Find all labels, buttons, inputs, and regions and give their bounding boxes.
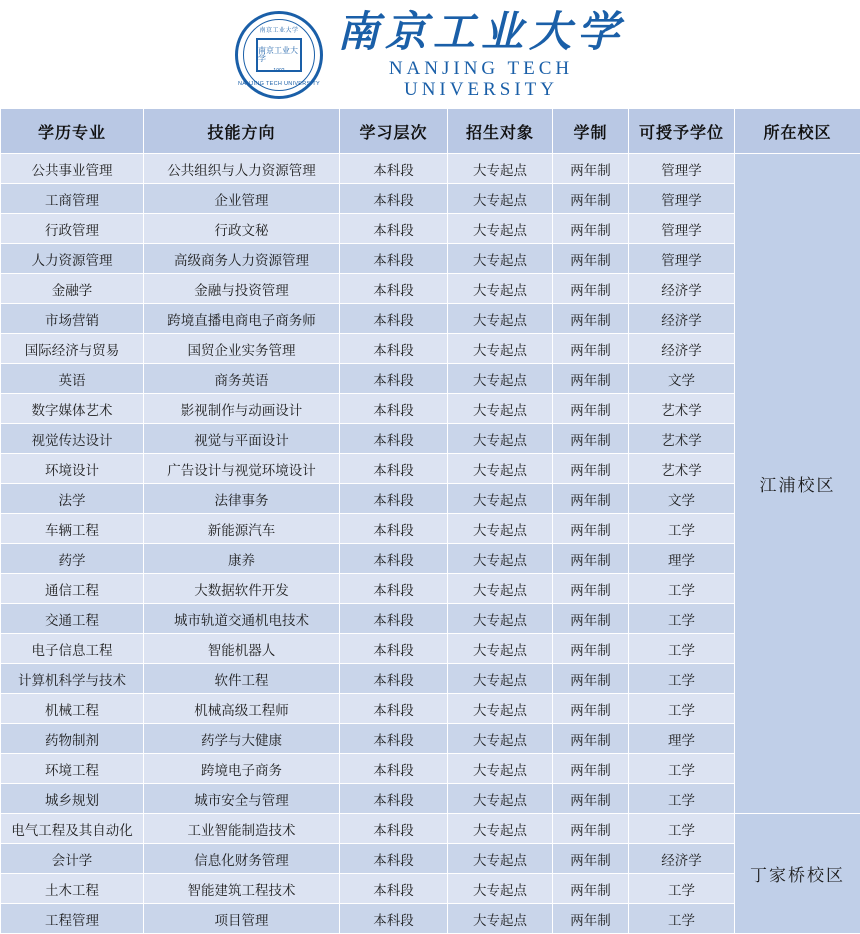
cell-degree: 文学 (629, 484, 735, 514)
cell-level: 本科段 (340, 454, 448, 484)
cell-target: 大专起点 (448, 184, 553, 214)
cell-level: 本科段 (340, 184, 448, 214)
cell-level: 本科段 (340, 694, 448, 724)
cell-skill: 信息化财务管理 (144, 844, 340, 874)
cell-degree: 工学 (629, 574, 735, 604)
cell-system: 两年制 (553, 424, 629, 454)
table-row (1, 574, 860, 604)
cell-target: 大专起点 (448, 454, 553, 484)
cell-skill: 高级商务人力资源管理 (144, 244, 340, 274)
cell-target: 大专起点 (448, 664, 553, 694)
cell-level: 本科段 (340, 274, 448, 304)
table-row (1, 304, 860, 334)
cell-major: 会计学 (1, 844, 144, 874)
cell-major: 行政管理 (1, 214, 144, 244)
table-row (1, 664, 860, 694)
cell-target: 大专起点 (448, 904, 553, 934)
cell-target: 大专起点 (448, 754, 553, 784)
cell-major: 英语 (1, 364, 144, 394)
cell-system: 两年制 (553, 334, 629, 364)
cell-degree: 艺术学 (629, 424, 735, 454)
cell-degree: 经济学 (629, 274, 735, 304)
cell-skill: 机械高级工程师 (144, 694, 340, 724)
cell-system: 两年制 (553, 814, 629, 844)
cell-level: 本科段 (340, 664, 448, 694)
cell-degree: 经济学 (629, 304, 735, 334)
cell-major: 工商管理 (1, 184, 144, 214)
cell-system: 两年制 (553, 484, 629, 514)
cell-major: 数字媒体艺术 (1, 394, 144, 424)
cell-system: 两年制 (553, 544, 629, 574)
cell-level: 本科段 (340, 574, 448, 604)
cell-major: 法学 (1, 484, 144, 514)
cell-skill: 广告设计与视觉环境设计 (144, 454, 340, 484)
cell-level: 本科段 (340, 244, 448, 274)
cell-system: 两年制 (553, 154, 629, 184)
table-row (1, 844, 860, 874)
cell-major: 城乡规划 (1, 784, 144, 814)
cell-system: 两年制 (553, 634, 629, 664)
cell-skill: 康养 (144, 544, 340, 574)
cell-major: 机械工程 (1, 694, 144, 724)
cell-target: 大专起点 (448, 604, 553, 634)
cell-major: 人力资源管理 (1, 244, 144, 274)
cell-degree: 管理学 (629, 214, 735, 244)
cell-system: 两年制 (553, 394, 629, 424)
cell-target: 大专起点 (448, 514, 553, 544)
cell-target: 大专起点 (448, 874, 553, 904)
cell-major: 工程管理 (1, 904, 144, 934)
cell-major: 药学 (1, 544, 144, 574)
cell-degree: 工学 (629, 814, 735, 844)
cell-skill: 企业管理 (144, 184, 340, 214)
cell-level: 本科段 (340, 754, 448, 784)
cell-level: 本科段 (340, 544, 448, 574)
cell-system: 两年制 (553, 304, 629, 334)
cell-major: 国际经济与贸易 (1, 334, 144, 364)
table-row (1, 184, 860, 214)
cell-major: 交通工程 (1, 604, 144, 634)
cell-system: 两年制 (553, 874, 629, 904)
cell-major: 金融学 (1, 274, 144, 304)
cell-degree: 艺术学 (629, 394, 735, 424)
cell-skill: 智能机器人 (144, 634, 340, 664)
cell-system: 两年制 (553, 514, 629, 544)
cell-target: 大专起点 (448, 784, 553, 814)
cell-level: 本科段 (340, 904, 448, 934)
cell-system: 两年制 (553, 244, 629, 274)
cell-system: 两年制 (553, 574, 629, 604)
seal-year-text: 1902 (238, 68, 320, 74)
cell-system: 两年制 (553, 184, 629, 214)
seal-core-text: 南京工业大学 (256, 38, 302, 72)
cell-system: 两年制 (553, 724, 629, 754)
cell-skill: 商务英语 (144, 364, 340, 394)
column-header-major: 学历专业 (1, 109, 144, 154)
cell-level: 本科段 (340, 334, 448, 364)
cell-system: 两年制 (553, 664, 629, 694)
table-row (1, 274, 860, 304)
cell-degree: 管理学 (629, 244, 735, 274)
university-name-en-line1: NANJING TECH (389, 59, 573, 78)
cell-target: 大专起点 (448, 154, 553, 184)
cell-skill: 行政文秘 (144, 214, 340, 244)
cell-system: 两年制 (553, 694, 629, 724)
cell-level: 本科段 (340, 784, 448, 814)
cell-degree: 工学 (629, 634, 735, 664)
cell-skill: 金融与投资管理 (144, 274, 340, 304)
cell-level: 本科段 (340, 424, 448, 454)
cell-degree: 工学 (629, 514, 735, 544)
table-row (1, 544, 860, 574)
cell-level: 本科段 (340, 874, 448, 904)
table-row (1, 724, 860, 754)
seal-bottom-text: NANJING TECH UNIVERSITY (238, 81, 320, 87)
table-row (1, 754, 860, 784)
cell-skill: 智能建筑工程技术 (144, 874, 340, 904)
cell-target: 大专起点 (448, 214, 553, 244)
cell-degree: 工学 (629, 784, 735, 814)
table-row (1, 814, 860, 844)
cell-target: 大专起点 (448, 364, 553, 394)
table-header-row (1, 109, 860, 154)
table-row (1, 364, 860, 394)
table-row (1, 874, 860, 904)
cell-major: 电气工程及其自动化 (1, 814, 144, 844)
table-row (1, 334, 860, 364)
cell-skill: 公共组织与人力资源管理 (144, 154, 340, 184)
cell-target: 大专起点 (448, 694, 553, 724)
cell-degree: 经济学 (629, 334, 735, 364)
table-row (1, 514, 860, 544)
cell-level: 本科段 (340, 814, 448, 844)
cell-target: 大专起点 (448, 634, 553, 664)
cell-target: 大专起点 (448, 244, 553, 274)
cell-level: 本科段 (340, 724, 448, 754)
cell-skill: 软件工程 (144, 664, 340, 694)
cell-campus: 江浦校区 (735, 154, 860, 814)
cell-system: 两年制 (553, 214, 629, 244)
cell-degree: 艺术学 (629, 454, 735, 484)
university-name-cn: 南京工业大学 (337, 11, 625, 53)
seal-top-text: 南京工业大学 (238, 25, 320, 34)
cell-major: 环境设计 (1, 454, 144, 484)
table-header (1, 109, 860, 154)
table-row (1, 454, 860, 484)
cell-target: 大专起点 (448, 304, 553, 334)
cell-system: 两年制 (553, 784, 629, 814)
cell-skill: 视觉与平面设计 (144, 424, 340, 454)
cell-target: 大专起点 (448, 844, 553, 874)
cell-major: 计算机科学与技术 (1, 664, 144, 694)
cell-major: 市场营销 (1, 304, 144, 334)
cell-level: 本科段 (340, 484, 448, 514)
cell-level: 本科段 (340, 514, 448, 544)
cell-level: 本科段 (340, 634, 448, 664)
cell-system: 两年制 (553, 364, 629, 394)
cell-level: 本科段 (340, 364, 448, 394)
cell-degree: 工学 (629, 664, 735, 694)
cell-target: 大专起点 (448, 394, 553, 424)
university-logo-header (0, 0, 860, 108)
cell-skill: 国贸企业实务管理 (144, 334, 340, 364)
column-header-degree: 可授予学位 (629, 109, 735, 154)
cell-degree: 理学 (629, 544, 735, 574)
cell-level: 本科段 (340, 604, 448, 634)
cell-degree: 工学 (629, 904, 735, 934)
cell-degree: 工学 (629, 604, 735, 634)
cell-target: 大专起点 (448, 334, 553, 364)
table-row (1, 784, 860, 814)
cell-system: 两年制 (553, 274, 629, 304)
column-header-skill: 技能方向 (144, 109, 340, 154)
column-header-target: 招生对象 (448, 109, 553, 154)
cell-target: 大专起点 (448, 484, 553, 514)
cell-major: 通信工程 (1, 574, 144, 604)
cell-skill: 工业智能制造技术 (144, 814, 340, 844)
cell-campus: 丁家桥校区 (735, 814, 860, 934)
cell-skill: 跨境电子商务 (144, 754, 340, 784)
cell-major: 药物制剂 (1, 724, 144, 754)
cell-system: 两年制 (553, 604, 629, 634)
cell-major: 视觉传达设计 (1, 424, 144, 454)
cell-major: 电子信息工程 (1, 634, 144, 664)
table-body (1, 154, 860, 934)
university-seal-icon (235, 11, 323, 99)
cell-level: 本科段 (340, 214, 448, 244)
cell-skill: 跨境直播电商电子商务师 (144, 304, 340, 334)
cell-system: 两年制 (553, 904, 629, 934)
cell-system: 两年制 (553, 754, 629, 784)
cell-degree: 管理学 (629, 184, 735, 214)
column-header-campus: 所在校区 (735, 109, 860, 154)
cell-target: 大专起点 (448, 814, 553, 844)
university-wordmark (337, 11, 625, 99)
column-header-level: 学习层次 (340, 109, 448, 154)
cell-degree: 经济学 (629, 844, 735, 874)
cell-skill: 药学与大健康 (144, 724, 340, 754)
table-row (1, 694, 860, 724)
table-row (1, 424, 860, 454)
cell-skill: 城市安全与管理 (144, 784, 340, 814)
cell-skill: 新能源汽车 (144, 514, 340, 544)
cell-degree: 文学 (629, 364, 735, 394)
cell-degree: 管理学 (629, 154, 735, 184)
cell-target: 大专起点 (448, 724, 553, 754)
table-row (1, 244, 860, 274)
cell-degree: 工学 (629, 874, 735, 904)
cell-target: 大专起点 (448, 544, 553, 574)
enrollment-plan-table (0, 108, 860, 934)
cell-skill: 城市轨道交通机电技术 (144, 604, 340, 634)
cell-skill: 影视制作与动画设计 (144, 394, 340, 424)
cell-level: 本科段 (340, 154, 448, 184)
cell-degree: 理学 (629, 724, 735, 754)
cell-major: 土木工程 (1, 874, 144, 904)
table-row (1, 214, 860, 244)
table-row (1, 604, 860, 634)
university-name-en-line2: UNIVERSITY (404, 80, 558, 99)
table-row (1, 904, 860, 934)
table-row (1, 634, 860, 664)
cell-major: 环境工程 (1, 754, 144, 784)
cell-target: 大专起点 (448, 574, 553, 604)
cell-major: 公共事业管理 (1, 154, 144, 184)
cell-skill: 法律事务 (144, 484, 340, 514)
cell-skill: 项目管理 (144, 904, 340, 934)
cell-skill: 大数据软件开发 (144, 574, 340, 604)
cell-system: 两年制 (553, 454, 629, 484)
column-header-system: 学制 (553, 109, 629, 154)
cell-target: 大专起点 (448, 424, 553, 454)
cell-level: 本科段 (340, 304, 448, 334)
cell-degree: 工学 (629, 694, 735, 724)
table-row (1, 484, 860, 514)
cell-level: 本科段 (340, 394, 448, 424)
table-row (1, 394, 860, 424)
cell-degree: 工学 (629, 754, 735, 784)
cell-major: 车辆工程 (1, 514, 144, 544)
table-row (1, 154, 860, 184)
cell-level: 本科段 (340, 844, 448, 874)
cell-target: 大专起点 (448, 274, 553, 304)
cell-system: 两年制 (553, 844, 629, 874)
